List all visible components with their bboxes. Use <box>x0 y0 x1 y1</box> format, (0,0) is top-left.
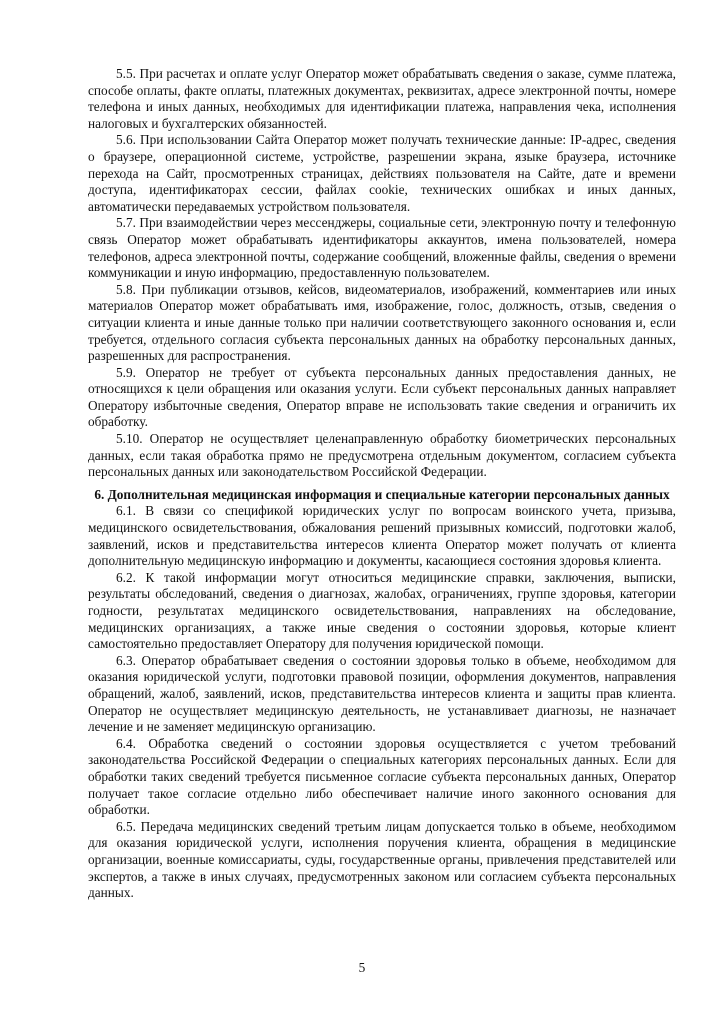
paragraph-5-10: 5.10. Оператор не осуществляет целенаправленную обработку биометрических персональных данных, если такая обработка прямо не предусмотрена отдельным документом, согласием субъекта персональных данных или законодательством Российской Федерации. <box>88 431 676 480</box>
document-page <box>88 66 676 902</box>
paragraph-6-3: 6.3. Оператор обрабатывает сведения о состоянии здоровья только в объеме, необходимом для оказания юридической услуги, подготовки правовой позиции, оформления документов, направления обращений, жалоб, заявлений, исков, представительства интересов клиента и защиты прав клиента. Оператор не осуществляет медицинскую деятельность, не устанавливает диагнозы, не назначает лечение и не заменяет медицинскую организацию. <box>88 652 676 735</box>
paragraph-6-2: 6.2. К такой информации могут относиться медицинские справки, заключения, выписки, результаты обследований, сведения о диагнозах, жалобах, ограничениях, группе здоровья, категории годности, результатах медицинского освидетельствования, направлениях на обследование, медицинских организациях, а также иные сведения о состоянии здоровья, которые клиент самостоятельно предоставляет Оператору для получения юридической помощи. <box>88 569 676 652</box>
paragraph-6-5: 6.5. Передача медицинских сведений третьим лицам допускается только в объеме, необходимом для оказания юридической услуги, исполнения поручения клиента, обращения в медицинские организации, военные комиссариаты, суды, государственные органы, привлечения представителей или экспертов, а также в иных случаях, предусмотренных законом или согласием субъекта персональных данных. <box>88 818 676 901</box>
paragraph-5-5: 5.5. При расчетах и оплате услуг Оператор может обрабатывать сведения о заказе, сумме платежа, способе оплаты, факте оплаты, платежных документах, реквизитах, адресе электронной почты, номере телефона и иных данных, необходимых для идентификации платежа, направления чека, исполнения налоговых и бухгалтерских обязанностей. <box>88 66 676 131</box>
paragraph-6-4: 6.4. Обработка сведений о состоянии здоровья осуществляется с учетом требований законодательства Российской Федерации о специальных категориях персональных данных. Если для обработки таких сведений требуется письменное согласие субъекта персональных данных, Оператор получает такое согласие отдельно либо обеспечивает наличие иного законного основания для обработки. <box>88 735 676 818</box>
paragraph-6-1: 6.1. В связи со спецификой юридических услуг по вопросам воинского учета, призыва, медицинского освидетельствования, обжалования решений призывных комиссий, подготовки жалоб, заявлений, исков и представительства интересов клиента Оператор может получать от клиента дополнительную медицинскую информацию и документы, касающиеся состояния здоровья клиента. <box>88 503 676 569</box>
paragraph-5-6: 5.6. При использовании Сайта Оператор может получать технические данные: IP-адрес, сведения о браузере, операционной системе, устройстве, разрешении экрана, языке браузера, источнике перехода на Сайт, просмотренных страницах, действиях пользователя на Сайте, дате и времени доступа, идентификаторах сессии, файлах cookie, технических ошибках и иных данных, автоматически передаваемых устройством пользователя. <box>88 132 676 214</box>
paragraph-5-8: 5.8. При публикации отзывов, кейсов, видеоматериалов, изображений, комментариев или иных материалов Оператор может обрабатывать имя, изображение, голос, должность, отзыв, сведения о ситуации клиента и иные данные только при наличии соответствующего законного основания и, если требуется, отдельного согласия субъекта персональных данных на обработку персональных данных, разрешенных для распространения. <box>88 281 676 364</box>
paragraph-5-7: 5.7. При взаимодействии через мессенджеры, социальные сети, электронную почту и телефонную связь Оператор может обрабатывать идентификаторы аккаунтов, имена пользователей, номера телефонов, адреса электронной почты, содержание сообщений, вложенные файлы, сведения о времени коммуникации и иную информацию, предоставленную пользователем. <box>88 215 676 281</box>
section-6-heading: 6. Дополнительная медицинская информация и специальные категории персональных данных <box>94 486 670 502</box>
page-number: 5 <box>358 960 366 975</box>
paragraph-5-9: 5.9. Оператор не требует от субъекта персональных данных предоставления данных, не относящихся к цели обращения или оказания услуги. Если субъект персональных данных направляет Оператору избыточные сведения, Оператор вправе не использовать такие сведения и ограничить их обработку. <box>88 364 676 430</box>
